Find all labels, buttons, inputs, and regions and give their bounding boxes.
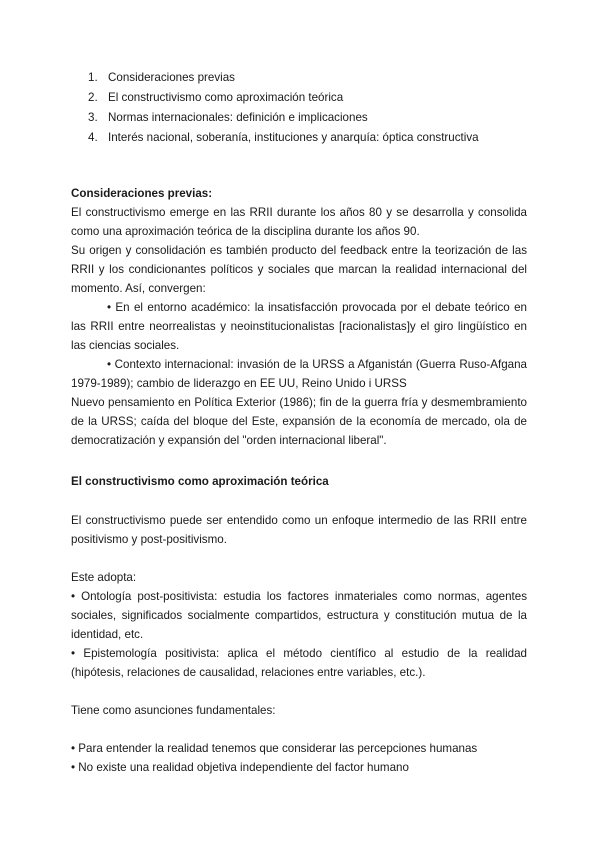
bullet-item: • No existe una realidad objetiva independiente del factor humano [71, 761, 409, 774]
paragraph: Tiene como asunciones fundamentales: [71, 704, 276, 717]
toc-item-text: El constructivismo como aproximación teórica [108, 91, 344, 104]
bullet-item: • En el entorno académico: la insatisfacción provocada por el debate teórico en las RRII entre neorrealistas y neoinstitucionalistas [racionalistas]y el giro lingüístico en las ciencias sociales. [71, 301, 527, 352]
toc-item: 3. Normas internacionales: definición e implicaciones [88, 111, 368, 124]
section-heading-consideraciones: Consideraciones previas: [71, 187, 213, 200]
bullet-item: • Epistemología positivista: aplica el método científico al estudio de la realidad (hipótesis, relaciones de causalidad, relaciones entre variables, etc.). [71, 647, 527, 679]
bullet-item: • Contexto internacional: invasión de la URSS a Afganistán (Guerra Ruso-Afgana 1979-1989); cambio de liderazgo en EE UU, Reino Unido i URSS [71, 358, 527, 390]
toc-item: 1. Consideraciones previas [88, 71, 235, 84]
paragraph: Su origen y consolidación es también producto del feedback entre la teorización de las RRII y los condicionantes políticos y sociales que marcan la realidad internacional del momento. Así, convergen: [71, 244, 527, 295]
paragraph: El constructivismo puede ser entendido como un enfoque intermedio de las RRII entre positivismo y post-positivismo. [71, 514, 527, 546]
table-of-contents [88, 68, 479, 148]
paragraph: El constructivismo emerge en las RRII durante los años 80 y se desarrolla y consolida como una aproximación teórica de la disciplina durante los años 90. [71, 206, 527, 238]
toc-item-text: Consideraciones previas [108, 71, 235, 84]
section-heading-constructivismo: El constructivismo como aproximación teórica [71, 475, 329, 488]
paragraph: Este adopta: [71, 571, 137, 584]
toc-item: 2. El constructivismo como aproximación teórica [88, 91, 344, 104]
bullet-item: • Para entender la realidad tenemos que considerar las percepciones humanas [71, 742, 478, 755]
toc-item: 4. Interés nacional, soberanía, instituciones y anarquía: óptica constructiva [88, 131, 479, 144]
bullet-item: • Ontología post-positivista: estudia los factores inmateriales como normas, agentes sociales, significados socialmente compartidos, estructura y constitución mutua de la identidad, etc. [71, 590, 527, 641]
paragraph: Nuevo pensamiento en Política Exterior (1986); fin de la guerra fría y desmembramiento de la URSS; caída del bloque del Este, expansión de la economía de mercado, ola de democratización y expansión del "orden internacional liberal". [71, 396, 527, 447]
toc-item-text: Normas internacionales: definición e implicaciones [108, 111, 368, 124]
toc-item-text: Interés nacional, soberanía, instituciones y anarquía: óptica constructiva [108, 131, 479, 144]
